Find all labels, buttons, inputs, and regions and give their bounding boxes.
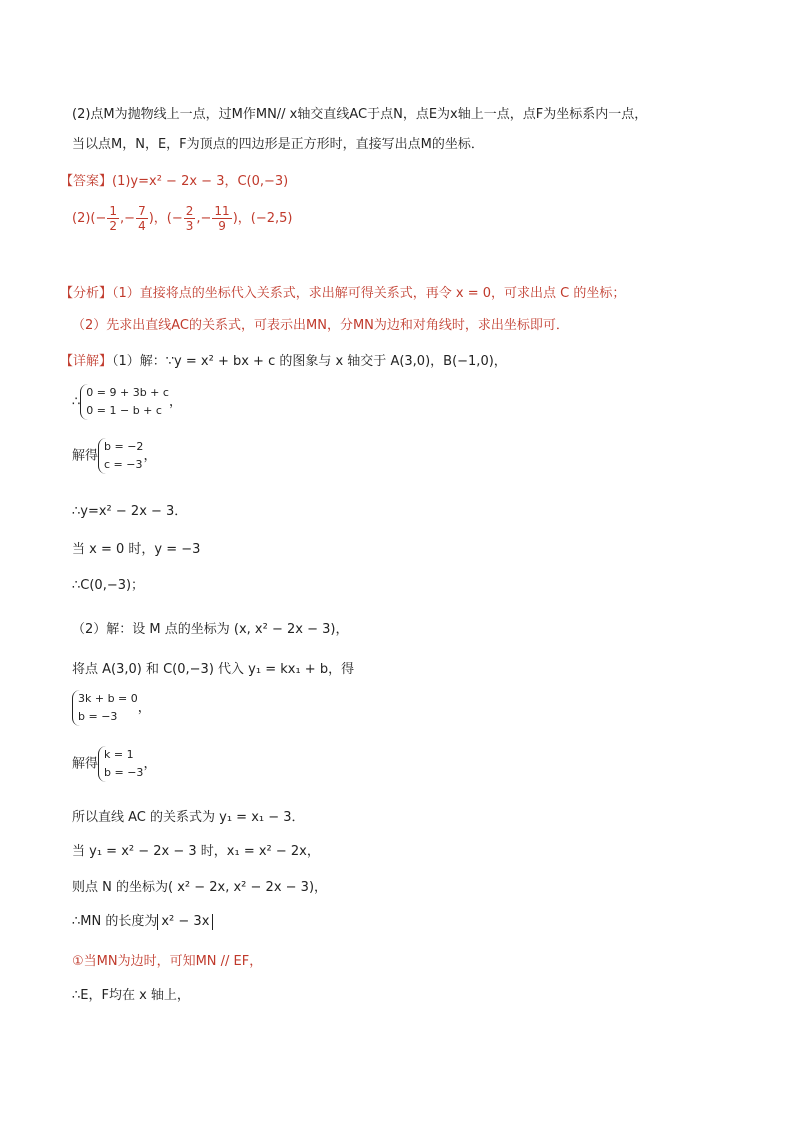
answer-label: 【答案】 — [60, 174, 113, 189]
detail-line-s5: （2）解：设 M 点的坐标为 (x, x² − 2x − 3)， — [72, 622, 349, 637]
answer-line-1 — [60, 170, 288, 189]
detail-line-1: 【详解】（1）解：∵y = x² + bx + c 的图象与 x 轴交于 A(3,0)，B(−1,0)， — [60, 354, 507, 369]
analysis-label: 【分析】 — [60, 286, 113, 301]
detail-line-s7: 所以直线 AC 的关系式为 y₁ = x₁ − 3． — [72, 810, 305, 825]
detail-line-s9: 则点 N 的坐标为( x² − 2x, x² − 2x − 3)， — [72, 880, 328, 895]
detail-line-s3: 当 x = 0 时，y = −3 — [72, 542, 201, 557]
detail-line-s12: ∴E，F均在 x 轴上， — [72, 988, 190, 1003]
fraction: $\frac{1}{2}$ — [109, 204, 118, 233]
equation-system-1: ∴ 0 = 9 + 3b + c 0 = 1 − b + c ， — [72, 384, 182, 420]
detail-line-s10: ∴MN 的长度为 x² − 3x — [72, 910, 213, 930]
equation-system-4: 解得 k = 1 b = −3 ， — [72, 746, 156, 782]
answer-line-2: (2)(− $\frac{1}{2}$ ,− $\frac{7}{4}$ )，(− $\frac{2}{3}$ ,− $\frac{11}{9}$ )，(−2,5) — [72, 204, 293, 233]
absolute-value: x² − 3x — [157, 914, 213, 930]
detail-line-s4: ∴C(0,−3)； — [72, 578, 145, 593]
detail-line-s8: 当 y₁ = x² − 2x − 3 时，x₁ = x² − 2x， — [72, 844, 320, 859]
question-line-1: (2)点M为抛物线上一点，过M作MN// x轴交直线AC于点N，点E为x轴上一点，点F为坐标系内一点， — [72, 107, 648, 122]
fraction: $\frac{11}{9}$ — [214, 204, 230, 233]
question-line-2: 当以点M，N，E，F为顶点的四边形是正方形时，直接写出点M的坐标． — [72, 137, 484, 152]
equation-system-3: 3k + b = 0 b = −3 ， — [72, 690, 151, 726]
fraction: $\frac{7}{4}$ — [138, 204, 146, 233]
analysis-line-1: 【分析】（1）直接将点的坐标代入关系式，求出解可得关系式，再令 x = 0，可求出点 C 的坐标； — [60, 286, 626, 301]
detail-line-s11: ①当MN为边时，可知MN // EF， — [72, 954, 263, 969]
analysis-line-2: （2）先求出直线AC的关系式，可表示出MN，分MN为边和对角线时，求出坐标即可． — [72, 318, 569, 333]
fraction: $\frac{2}{3}$ — [185, 204, 194, 233]
equation-system-2: 解得 b = −2 c = −3 ， — [72, 438, 156, 474]
detail-line-s2: ∴y=x² − 2x − 3． — [72, 504, 188, 519]
detail-label: 【详解】 — [60, 354, 113, 369]
detail-line-s6: 将点 A(3,0) 和 C(0,−3) 代入 y₁ = kx₁ + b，得 — [72, 662, 355, 677]
answer-part-1: (1)y=x² − 2x − 3，C(0,−3) — [112, 174, 289, 189]
